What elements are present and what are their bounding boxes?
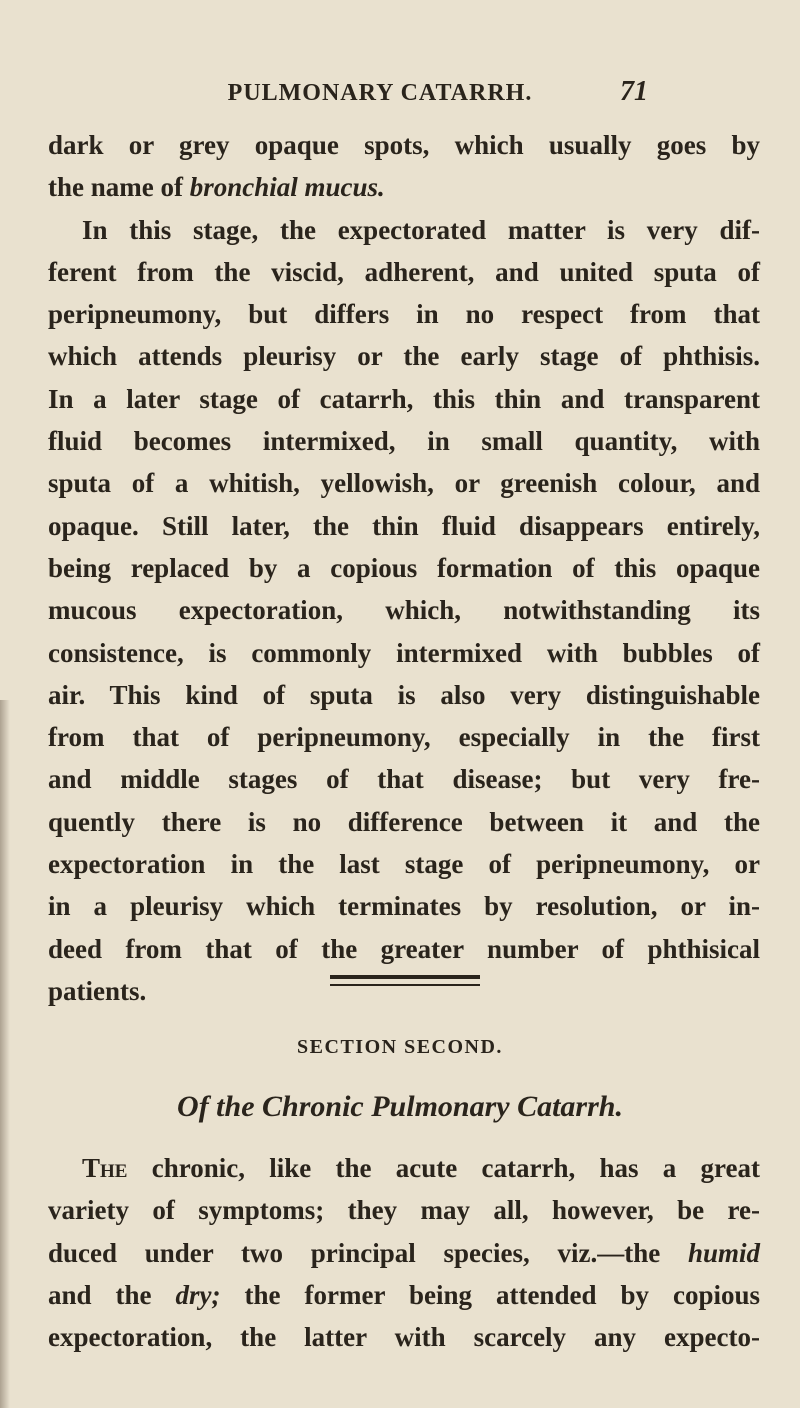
text-line: expectoration in the last stage of peripneumony, or: [48, 849, 760, 880]
text-line: being replaced by a copious formation of this opaque: [48, 552, 760, 583]
text-fragment: the name of: [48, 172, 190, 203]
body-paragraphs: [48, 124, 760, 1012]
divider-thin-rule: [330, 984, 480, 986]
text-line: [48, 1232, 760, 1274]
text-fragment: chronic, like the acute catarrh, has a great: [127, 1153, 760, 1183]
page-header: [0, 70, 800, 110]
italic-term: humid: [687, 1237, 760, 1268]
section-title: Of the Chronic Pulmonary Catarrh.: [177, 1090, 623, 1123]
text-line: and middle stages of that disease; but very fre-: [48, 764, 760, 795]
text-line: mucous expectoration, which, notwithstanding its: [48, 595, 760, 626]
text-line: dark or grey opaque spots, which usually goes by: [48, 130, 760, 160]
text-line: air. This kind of sputa is also very distinguishable: [48, 679, 760, 710]
text-line: [48, 1147, 760, 1189]
text-line: in a pleurisy which terminates by resolution, or in-: [48, 891, 760, 922]
section-divider: [330, 975, 480, 989]
section-heading: SECTION SECOND.: [297, 1036, 503, 1058]
text-line: peripneumony, but differs in no respect from that: [48, 299, 760, 330]
section-paragraph: [48, 1147, 760, 1358]
text-line: expectoration, the latter with scarcely any expecto-: [48, 1322, 760, 1353]
text-line: ferent from the viscid, adherent, and united sputa of: [48, 256, 760, 287]
text-fragment: and the: [48, 1279, 176, 1310]
text-line: patients.: [48, 975, 147, 1006]
italic-term: bronchial mucus.: [189, 172, 385, 203]
page-number: 71: [620, 76, 648, 107]
text-line: fluid becomes intermixed, in small quantity, with: [48, 426, 760, 457]
text-fragment: duced under two principal species, viz.—the: [48, 1237, 688, 1268]
text-line: quently there is no difference between it and the: [48, 806, 760, 837]
text-line: In this stage, the expectorated matter is very dif-: [82, 214, 760, 245]
divider-thick-rule: [330, 975, 480, 979]
running-title: PULMONARY CATARRH.: [227, 80, 533, 106]
text-line: variety of symptoms; they may all, however, be re-: [48, 1195, 760, 1226]
text-line: deed from that of the greater number of phthisical: [48, 933, 760, 964]
text-line: consistence, is commonly intermixed with bubbles of: [48, 637, 760, 668]
page-edge-shadow: [0, 700, 10, 1408]
lead-word: The: [82, 1153, 128, 1183]
text-fragment: the former being attended by copious: [220, 1279, 760, 1310]
italic-term: dry;: [175, 1279, 221, 1310]
text-line: [48, 1274, 760, 1316]
text-line: In a later stage of catarrh, this thin and transparent: [48, 383, 760, 414]
text-line: which attends pleurisy or the early stage of phthisis.: [48, 341, 760, 372]
text-line: opaque. Still later, the thin fluid disappears entirely,: [48, 510, 760, 541]
text-line: sputa of a whitish, yellowish, or greenish colour, and: [48, 468, 760, 499]
text-line: from that of peripneumony, especially in the first: [48, 722, 760, 753]
text-line: [48, 166, 760, 208]
